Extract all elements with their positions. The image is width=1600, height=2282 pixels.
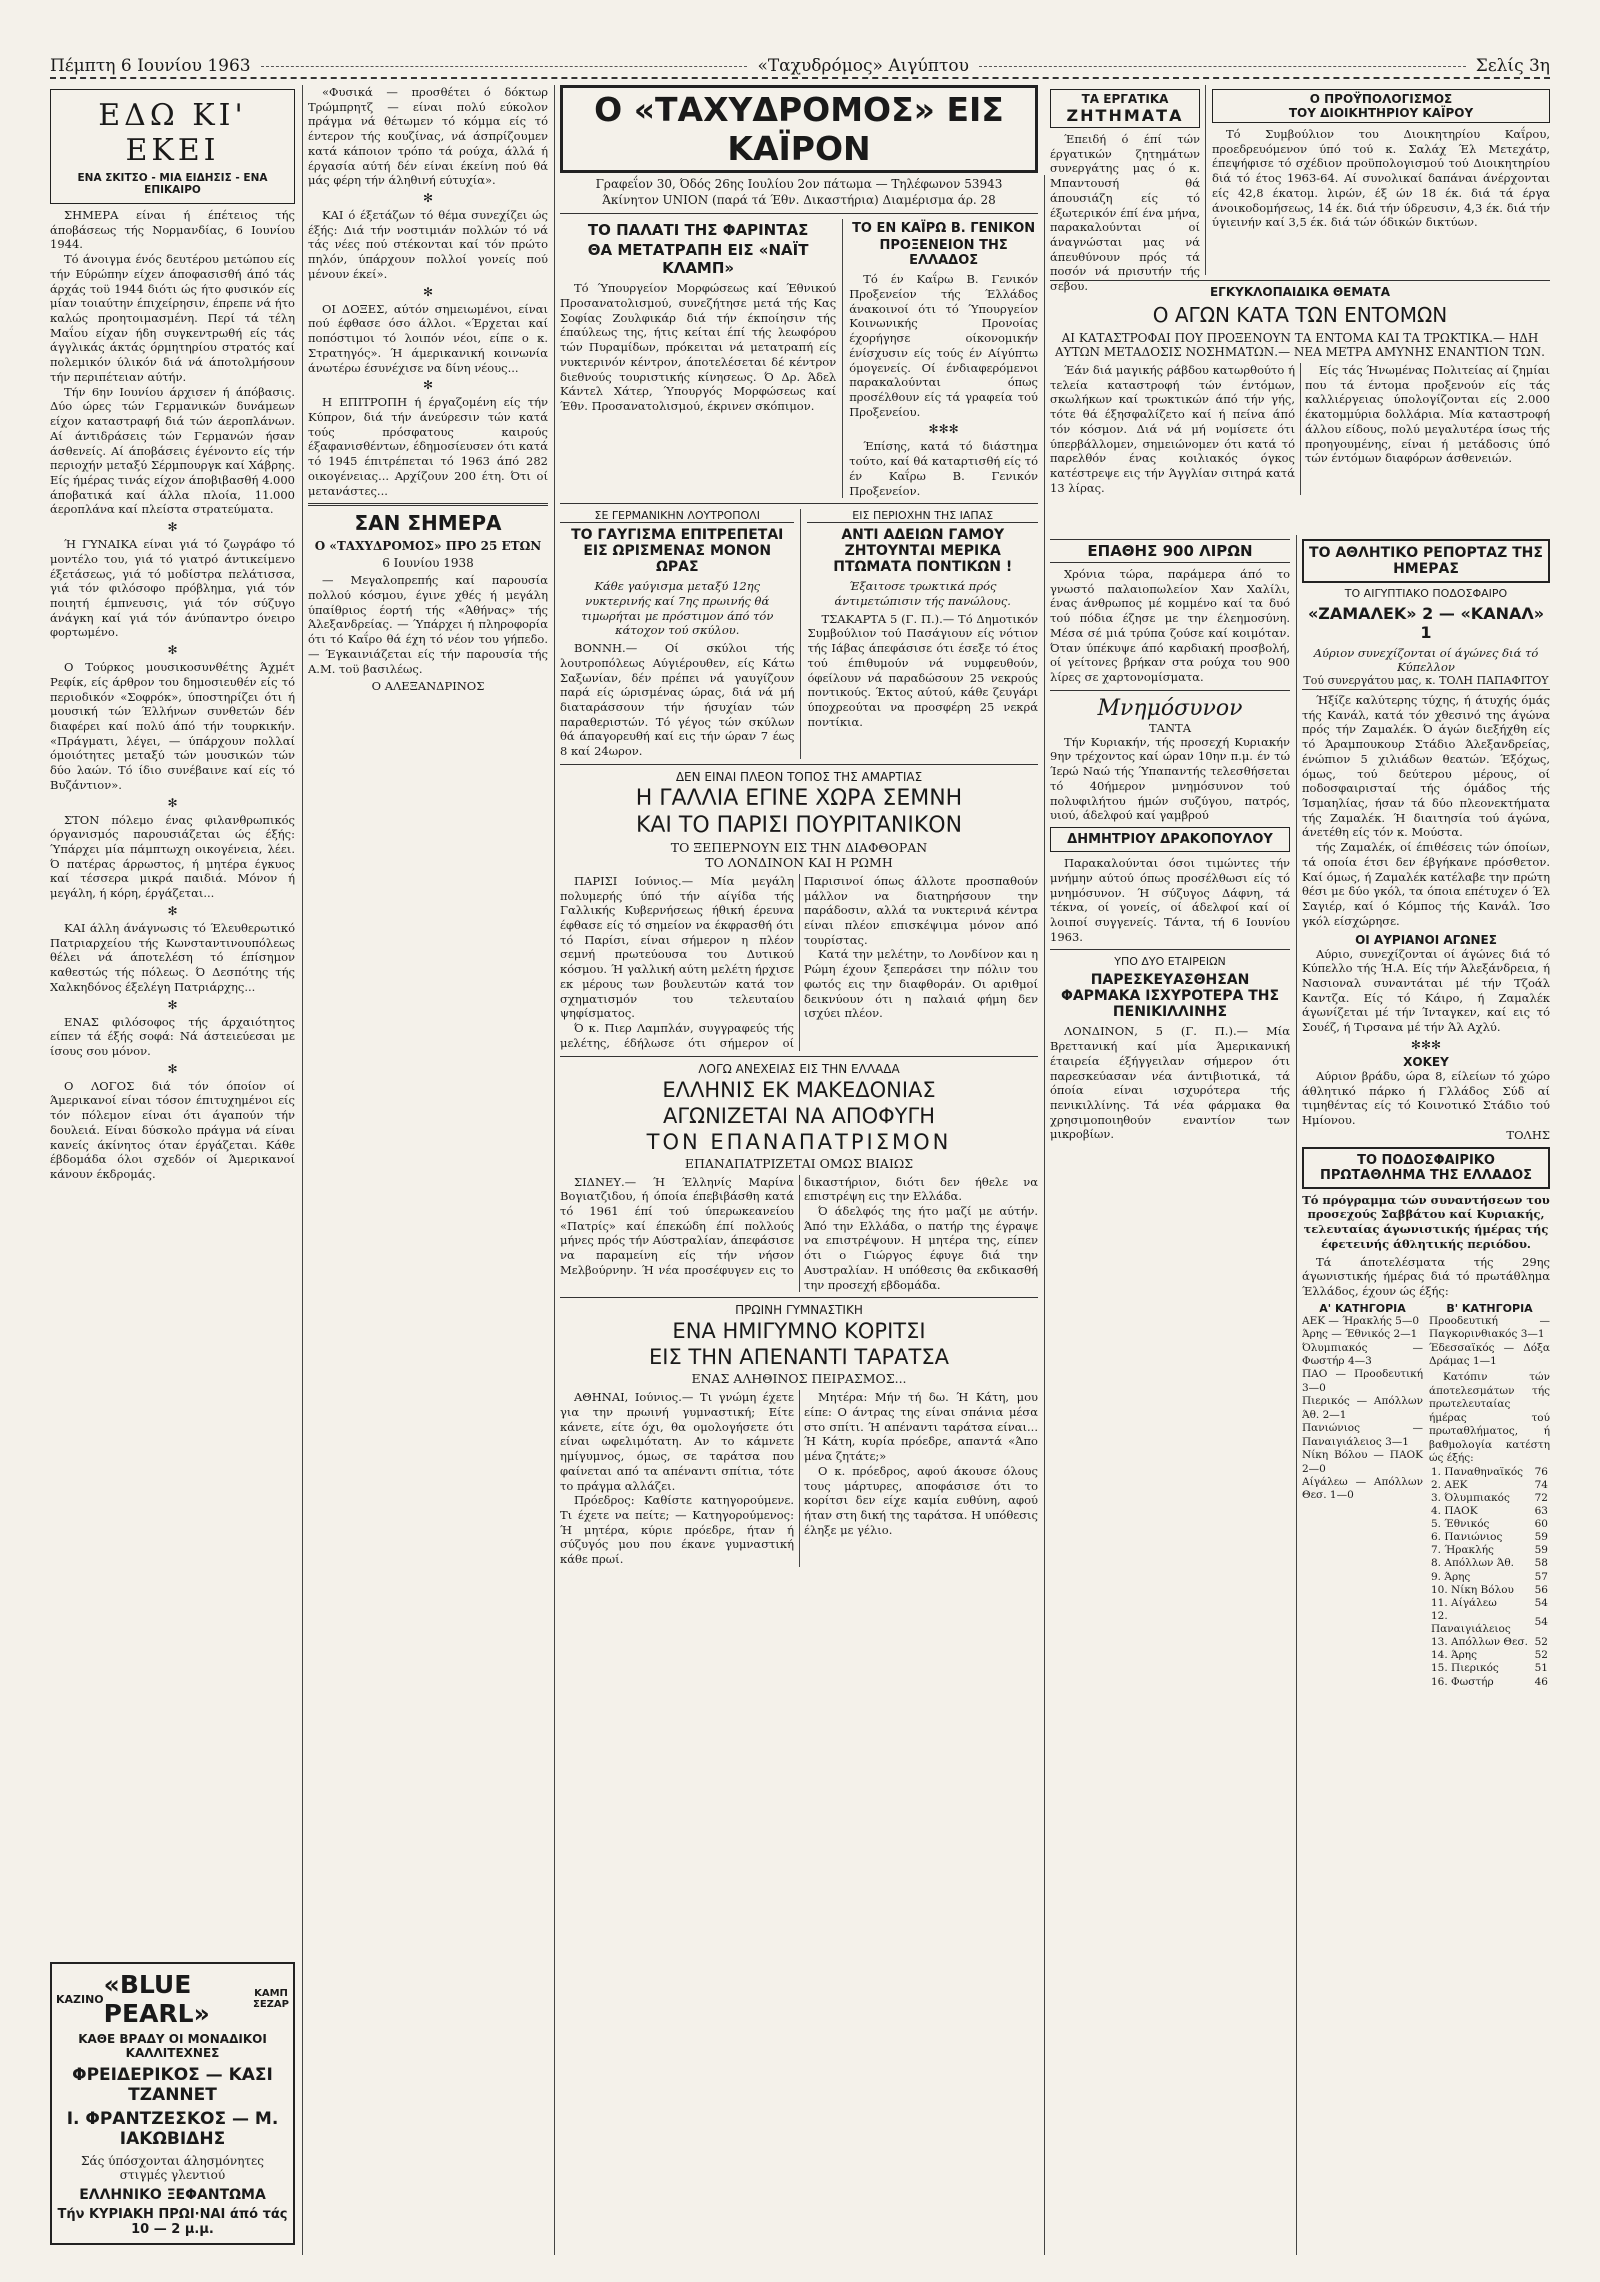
paragraph: Είς τάς Ήνωμένας Πολιτείας αί ζημίαι που τά έντομα προξενούν είς τάς καλλιέργειας ύπολογίζονται είς 2.000 έκατομμύρια δολλάρια. Μία καταστροφή άλλου είδους, πολύ μεγαλυτέρα ίσως τής προηγουμένης, είναι ή μετάδοσις ύπό τών έντόμων διαφόρων άσθενειών. <box>1305 363 1550 466</box>
column-rule <box>554 85 555 2255</box>
kicker: ΥΠΟ ΔΥΟ ΕΤΑΙΡΕΙΩΝ <box>1114 955 1226 969</box>
team-name: 14. Άρης <box>1431 1649 1477 1662</box>
column-rule <box>1044 175 1045 2255</box>
subhead: ΤΟ ΑΙΓΥΠΤΙΑΚΟ ΠΟΔΟΣΦΑΙΡΟ <box>1344 587 1508 600</box>
headline: ΤΟ ΓΑΥΓΙΣΜΑ ΕΠΙΤΡΕΠΕΤΑΙ ΕΙΣ ΩΡΙΣΜΕΝΑΣ ΜΟΝΟΝ ΩΡΑΣ <box>571 527 784 576</box>
paragraph: Η ΕΠΙΤΡΟΠΗ ή έργαζομένη είς τήν Κύπρον, διά τήν άνεύρεσιν τών κατά τούς πρόσφατους καιρούς έξαφανισθέντων, έδημοσίευσεν ότι κατά τό 1945 έπιτρέπεται τό 1963 άπό 282 οικογένειας... Αρχίζουν 200 έτη. Ότι οί μετανάστες... <box>308 395 548 498</box>
separator-icon: ✻ <box>167 1061 178 1076</box>
edo-ki-ekei-header <box>50 89 295 204</box>
paragraph: Έπειδή ό έπί τών έργατικών ζητημάτων συνεργάτης μας ό κ. Μπαντουσή θά άπουσιάζη είς τό έξωτερικόν έπί ένα μήνα, παρακαλούνται οί άναγνώσται μας νά άπευθύνουν πρός τά ποσόν νά πρισυτήν τής σεβου. <box>1050 132 1200 294</box>
standings-row <box>1429 1584 1550 1597</box>
team-name: 4. ΠΑΟΚ <box>1431 1504 1478 1517</box>
team-name: 3. Όλυμπιακός <box>1431 1491 1510 1504</box>
team-name: 9. Άρης <box>1431 1570 1471 1583</box>
separator-icon: ✻ <box>167 903 178 918</box>
headline: ΠΑΡΕΣΚΕΥΑΣΘΗΣΑΝ ΦΑΡΜΑΚΑ ΙΣΧΥΡΟΤΕΡΑ ΤΗΣ ΠΕΝΙΚΙΛΛΙΝΗΣ <box>1060 972 1280 1021</box>
ellinis-body <box>560 1175 1038 1293</box>
column-2 <box>308 85 548 2255</box>
standings-row <box>1429 1597 1550 1610</box>
result-line: Πανιώνιος — Παναιγιάλειος 3—1 <box>1302 1422 1423 1448</box>
entoma-body <box>1050 363 1550 495</box>
paragraph: Ή ΓΥΝΑΙΚΑ είναι γιά τό ζωγράφο τό μοντέλο του, γιά τό γιατρό άντικείμενο έξετάσεως, γιά τό μοδίστρα πελάτισσα, γιά τόν φιλόσοφο πρόβλημα, γιά τόν ποιητή έμπνευσις, γιά τόν σύζυγο άνάγκη καί γιά τόν άνύπαντρο όνειρο φορτωμένο. <box>50 537 295 640</box>
team-points: 51 <box>1534 1662 1548 1675</box>
headline: Η ΓΑΛΛΙΑ ΕΓΙΝΕ ΧΩΡΑ ΣΕΜΝΗ <box>635 785 963 811</box>
paragraph: Κατά την μελέτην, το Λονδίνον και η Ρώμη έχουν ξεπεράσει την πόλιν του φωτός εις την διαφθοράν. Οι αριθμοί δεικνύουν ότι η παλαιά φήμη δεν ισχύει πλέον. <box>804 947 1038 1021</box>
signature: ΤΟΛΗΣ <box>1506 1127 1550 1142</box>
proypologismos-header <box>1212 89 1550 123</box>
team-points: 59 <box>1534 1544 1548 1557</box>
paragraph: Έάν διά μαγικής ράβδου κατωρθούτο ή τελεία καταστροφή τών έντόμων, σκωλήκων καί τρωκτικών άπό τήν γής, τότε θά έξησφαλίζετο καί ή πείνα άπό τόν κόσμον. Διά νά μή νομίσετε ότι ύπερβάλλομεν, σημειώνομεν ότι κατά τό παρελθόν ένας κοιλιακός όγκος κατέστρεψε εις τήν Άγγλίαν σιτηρά κατά 13 λίρας. <box>1050 363 1295 495</box>
paragraph: Ο κ. πρόεδρος, αφού άκουσε όλους τους μάρτυρες, αποφάσισε ότι το κορίτσι δεν είχε καμία ευθύνη, αφού ήταν στη δική της ταράτσα. Η υπόθεσις έληξε με γέλιο. <box>804 1463 1038 1537</box>
paragraph: ΠΑΡΙΣΙ Ιούνιος.— Μία μεγάλη πολυμερής ύπό τήν αίγίδα τής Γαλλικής Κυβερνήσεως ήθική έρευνα έφθασε είς τό σημείον να έκφρασθή ότι τό Παρίσι, είναι σήμερον η πλέον σεμνή πρωτεύουσα του Δυτικού κόσμου. Ή γαλλική αύτη μελέτη ήρχισε εκ μέρους των βουλευτών κατά τον σχηματισμόν του τελευταίου ψηφίσματος. <box>560 873 794 1021</box>
team-points: 54 <box>1534 1616 1548 1629</box>
team-name: 11. Αίγάλεω <box>1431 1596 1497 1609</box>
article-pharmaka <box>1050 955 1290 1142</box>
headline: ΤΟ ΕΝ ΚΑΪΡΩ Β. ΓΕΝΙΚΟΝ <box>852 221 1036 237</box>
separator-icon: ✻ <box>167 997 178 1012</box>
ad-venue-name: «BLUE PEARL» <box>103 1970 210 2028</box>
paragraph: Μητέρα: Μήν τή δω. Ή Κάτη, μου είπε: Ο άντρας της είναι σπάνια μέσα στο σπίτι. Ή απέναντι ταράτσα είναι... Ή Κάτη, κυρία πρόεδρε, απαντά «Άπο μένα ζητάτε;» <box>804 1390 1038 1464</box>
mnimosyno-place: ΤΑΝΤΑ <box>1148 720 1191 735</box>
results-b <box>1429 1302 1550 1689</box>
sports-header <box>1302 539 1550 583</box>
kicker: ΣΕ ΓΕΡΜΑΝΙΚΗΝ ΛΟΥΤΡΟΠΟΛΙ <box>560 509 794 523</box>
headline: ΕΛΛΗΝΙΣ ΕΚ ΜΑΚΕΔΟΝΙΑΣ <box>662 1077 936 1102</box>
section-title: ΕΓΚΥΚΛΟΠΑΙΔΙΚΑ ΘΕΜΑΤΑ <box>1209 285 1391 299</box>
subhead: ΤΟ ΛΟΝΔΙΝΟΝ ΚΑΙ Η ΡΩΜΗ <box>705 854 893 870</box>
team-name: 6. Πανιώνιος <box>1431 1531 1503 1544</box>
ad-time: Τήν ΚΥΡΙΑΚΗ ΠΡΩΙ·ΝΑΙ άπό τάς 10 — 2 μ.μ. <box>57 2207 288 2237</box>
gymnastiki-body <box>560 1390 1038 1567</box>
standings-row <box>1429 1505 1550 1518</box>
paragraph: Ό κ. Πιερ Λαμπλάν, συγγραφεύς τής μελέτης, έδήλωσε ότι σήμερον οί Παρισινοί όπως άλλοτε προσπαθούν μάλλον να διατηρήσουν την παράδοσιν, αλλά τα νυκτερινά κέντρα είναι πλέον επισκέψιμα μόνον από τουρίστας. <box>560 873 1038 1050</box>
standings-row <box>1429 1531 1550 1544</box>
lede: Κάθε γαύγισμα μεταξύ 12ης νυκτερινής καί 7ης πρωινής θά τιμωρήται με πρόστιμον άπό τόν κάτοχον τού σκύλου. <box>581 579 774 638</box>
team-name: 15. Πιερικός <box>1431 1662 1499 1675</box>
blue-pearl-advertisement <box>50 1962 295 2245</box>
row-palati-kairo <box>560 219 1038 498</box>
ad-camp: ΚΑΜΠ ΣΕΖΑΡ <box>253 1988 289 2010</box>
masthead-title: Ο «ΤΑΧΥΔΡΟΜΟΣ» ΕΙΣ ΚΑΪΡΟΝ <box>594 90 1004 168</box>
team-points: 46 <box>1534 1675 1548 1688</box>
masthead-building: Άκίνητον UNION (παρά τά Έθν. Δικαστήρια) Διαμέρισμα άρ. 28 <box>602 192 996 207</box>
headline: ΕΙΣ ΤΗΝ ΑΠΕΝΑΝΤΙ ΤΑΡΑΤΣΑ <box>649 1345 949 1370</box>
ad-artists-2: Ι. ΦΡΑΝΤΖΕΣΚΟΣ — Μ. ΙΑΚΩΒΙΔΗΣ <box>66 2109 279 2149</box>
paragraph: Τά άποτελέσματα τής 29ης άγωνιστικής ήμέρας διά τό πρωτάθλημα Έλλάδος, έχουν ώς έξής: <box>1302 1254 1550 1298</box>
paragraph: Ο Τούρκος μουσικοσυνθέτης Άχμέτ Ρεφίκ, είς άρθρον του δημοσιευθέν είς τό περιοδικόν «Σοφρόκ», ύποστηρίζει ότι ή μουσική τών Έλλήνων συνθετών δέν διαφέρει καί πολύ άπό τήν τουρκικήν. «Πράγματι, λέγει, — ύπάρχουν πολλαί όμοιότητες μεταξύ τών μουσικών τών δύο λαών. Τό ίδιο συνέβαινε καί είς τό Βυζάντιον». <box>50 660 295 792</box>
column-rule <box>1205 85 1206 275</box>
headline: ΕΝΑ ΗΜΙΓΥΜΝΟ ΚΟΡΙΤΣΙ <box>672 1319 926 1344</box>
header-paper: «Ταχυδρόμος» Αιγύπτου <box>757 56 969 76</box>
paragraph: Τήν Κυριακήν, τής προσεχή Κυριακήν 9ην τρέχοντος καί ώραν 10ην π.μ. έν τώ Ίερώ Ναώ τής Ύπαπαντής τελεσθήσεται τό 40ήμερον μνημόσυνον τού πολυφιλήτου ήμών συζύγου, πατρός, υιού, άδελφού καί γαμβρού <box>1050 734 1290 823</box>
paragraph: Χρόνια τώρα, παράμερα άπό το γνωστό παλαιοπωλείον Χαν Χαλίλι, ένας άνθρωπος μέ κομμένο καί τα δυό τού πόδια έζησε με την έλεημοσύνη. Μέσα σέ μιά τρύπα ζούσε καί κοιμόταν. Όταν ύπέκυψε άπό καρδιακή προσβολή, οί γείτονες βρήκαν στα ρούχα του 900 λίρες σε χαρτονομίσματα. <box>1050 567 1290 685</box>
kicker: ΠΡΩΙΝΗ ΓΥΜΝΑΣΤΙΚΗ <box>735 1303 863 1318</box>
article-ellinis <box>560 1062 1038 1293</box>
result-line: Άρης — Έθνικός 2—1 <box>1302 1328 1418 1341</box>
paragraph: Ό άδελφός της ήτο μαζί με αύτήν. Άπό την Ελλάδα, ο πατήρ της έγραψε να επιστρέψουν. Η μητέρα της, είπεν ότι ο Γιώργος έφυγε διά την Αυστραλίαν. Η υπόθεσις θα εκδικασθή την προσεχή εβδομάδα. <box>804 1203 1038 1292</box>
headline: ΤΑ ΕΡΓΑΤΙΚΑ <box>1081 92 1169 106</box>
standings-row <box>1429 1649 1550 1662</box>
standings-row <box>1429 1610 1550 1636</box>
paragraph: Τό Συμβούλιον του Διοικητηρίου Καΐρου, προεδρευόμενον ύπό τού κ. Σαλάχ Έλ Μετεχάτρ, έπεψήφισε τό σχέδιον προϋπολογισμού τού Διοικητηρίου διά τό έτος 1963-64. Αί συνολικαί δαπάναι άνέρχονται είς 42,8 έκατομ. λιρών, έξ ών 18 έκ. διά τά έργα άνοικοδομήσεως, 14 έκ. διά τήν ύδρευσιν, 4,3 έκ. διά τήν ύγιεινήν καί 3,5 έκ. διά τών όδικών δικτύων. <box>1212 127 1550 230</box>
paragraph: Τό άνοιγμα ένός δευτέρου μετώπου είς τήν Εύρώπην είχεν άποφασισθή άπό τάς άρχάς τοϋ 1944 διότι ώς ήτο φυσικόν είς μίαν τοιαύτην έπιχείρησιν, έπρεπε νά ήτο καλώς προητοιμασμένη. Περί τά τέλη Μαΐου είχαν ήδη συγκεντρωθή είς τάς άγγλικάς άκτάς όρμητηρίου στρατός καί πολεμικόν ύλικόν διά νά άποτολμήσουν τήν περιπέτειαν αύτήν. <box>50 252 295 384</box>
headline: ΑΝΤΙ ΑΔΕΙΩΝ ΓΑΜΟΥ ΖΗΤΟΥΝΤΑΙ ΜΕΡΙΚΑ ΠΤΩΜΑΤΑ ΠΟΝΤΙΚΩΝ ! <box>833 527 1013 576</box>
team-points: 54 <box>1534 1596 1548 1609</box>
subhead: Αύριον συνεχίζονται οί άγώνες διά τό Κύπελλον <box>1313 646 1539 674</box>
team-points: 60 <box>1534 1518 1548 1531</box>
paragraph: ΕΝΑΣ φιλόσοφος τής άρχαιότητος είπεν τά έξής σοφά: Νά άστειεύεσαι με ίσους σου μόνον. <box>50 1014 295 1058</box>
results-row <box>1302 1302 1550 1689</box>
result-line: ΑΕΚ — Ήρακλής 5—0 <box>1302 1314 1420 1327</box>
paragraph: Παρακαλούνται όσοι τιμώντες τήν μνήμην αύτού όπως προσέλθωσι είς τό μνημόσυνον. Ή σύζυγος Δάφνη, τά τέκνα, οί γονείς, οί άδελφοί καί οί λοιποί συγγενείς. Τάντα, τή 6 Ιουνίου 1963. <box>1050 856 1290 944</box>
standings-row <box>1429 1662 1550 1675</box>
team-name: 7. Ήρακλής <box>1431 1544 1494 1557</box>
standings-row <box>1429 1636 1550 1649</box>
column-rule <box>302 85 303 2255</box>
column-1 <box>50 85 295 2255</box>
subhead: ΕΠΑΝΑΠΑΤΡΙΖΕΤΑΙ ΟΜΩΣ ΒΙΑΙΩΣ <box>684 1155 914 1171</box>
headline: Ο ΑΓΩΝ ΚΑΤΑ ΤΩΝ ΕΝΤΟΜΩΝ <box>1152 303 1448 327</box>
team-name: 2. ΑΕΚ <box>1431 1478 1468 1491</box>
team-points: 56 <box>1534 1583 1548 1596</box>
subhead: ΤΟ ΞΕΠΕΡΝΟΥΝ ΕΙΣ ΤΗΝ ΔΙΑΦΘΟΡΑΝ <box>670 839 928 855</box>
mnimosyno-title: Μνημόσυνον <box>1097 695 1243 721</box>
separator-icon: ✻ <box>422 284 434 299</box>
paragraph: Έπίσης, κατά τό διάστημα τούτο, καί θά καταρτισθή είς τό έν Καΐρω Β. Γενικόν Προξενείον. <box>849 439 1038 498</box>
team-points: 72 <box>1534 1491 1548 1504</box>
standings-row <box>1429 1479 1550 1492</box>
paragraph: ΤΣΑΚΑΡΤΑ 5 (Γ. Π.).— Τό Δημοτικόν Συμβούλιον τού Πασάγιουν είς νότιον τής Ιάβας άπεφάσισε ότι έσεξε τό έτος τού έπιθυμούν νά νυμφευθούν, όφείλουν νά παραδώσουν 25 νεκρούς ποντικούς. Έκτος αύτού, κάθε ζευγάρι ύποχρεούται να προσφέρη 25 νεκρά ποντίκια. <box>807 611 1038 729</box>
paragraph: ΛΟΝΔΙΝΟΝ, 5 (Γ. Π.).— Μία Βρεττανική καί μία Άμερικανική έταιρεία έξήγγειλαν σήμερον ότι παρεσκεύασαν νέα άντιβιοτικά, τά όποία είναι ισχυρότερα τής πενικιλλίνης. Τά νέα φάρμακα θα χρησιμοποιηθούν εναντίον των μικροβίων. <box>1050 1024 1290 1142</box>
san-simera-sub: Ο «ΤΑΧΥΔΡΟΜΟΣ» ΠΡΟ 25 ΕΤΩΝ <box>314 539 542 554</box>
paragraph: ΣΙΔΝΕΥ.— Ή Έλληνίς Μαρίνα Βογιατζιδου, ή όποία έπεβιβάσθη κατά τό 1961 έπί τού ύπερωκεανείου «Πατρίς» καί έπεκώδη έπί πολλούς μήνες πρός τήν Αύστραλίαν, άπεφάσισε να παραμείνη είς τήν νήσον Μελβούρνην. Ή νέα προσέφυγεν εις το δικαστήριον, διότι δεν ήθελε να επιστρέψη εις την Ελλάδα. <box>560 1174 1038 1277</box>
team-points: 74 <box>1534 1478 1548 1491</box>
paragraph: Κατόπιν τών άποτελεσμάτων τής πρωτελευταίας ήμέρας τού πρωταθλήματος, ή βαθμολογία κατέστη ώς έξής: <box>1429 1371 1550 1465</box>
results-b-list <box>1429 1315 1550 1369</box>
team-name: 1. Παναθηναϊκός <box>1431 1465 1524 1478</box>
paragraph: Πρόεδρος: Καθίστε κατηγορούμενε. Τι έχετε να πείτε; — Κατηγορούμενος: Ή μητέρα, κύριε πρόεδρε, ήταν ή σύζυγός μου που έκανε γυμναστική κάθε πρωί. <box>560 1493 794 1567</box>
headline: ΑΓΩΝΙΖΕΤΑΙ ΝΑ ΑΠΟΦΥΓΗ <box>662 1103 935 1128</box>
headline: ΤΟ ΠΑΛΑΤΙ ΤΗΣ ΦΑΡΙΝΤΑΣ <box>587 221 809 240</box>
subhead: Τό πρόγραμμα τών συναντήσεων του προσεχούς Σαββάτου καί Κυριακής, τελευταίας άγωνιστικής ήμέρας τής έφετεινής άθλητικής περιόδου. <box>1302 1192 1550 1251</box>
column-4-lower <box>1050 535 1290 2255</box>
kicker: ΛΟΓΩ ΑΝΕΧΕΙΑΣ ΕΙΣ ΤΗΝ ΕΛΛΑΔΑ <box>698 1061 900 1076</box>
column-rule <box>1296 535 1297 2255</box>
headline: ΤΟ ΠΟΔΟΣΦΑΙΡΙΚΟ ΠΡΩΤΑΘΛΗΜΑ ΤΗΣ ΕΛΛΑΔΟΣ <box>1319 1152 1533 1183</box>
paragraph: ΣΤΟΝ πόλεμο ένας φιλανθρωπικός όργανισμός παρουσιάζεται ώς έξής: Ύπάρχει μία πάμπτωχη οικογένεια, λέει. Ό πατέρας άρρωστος, ή μητέρα έγκυος καί τέσσερα μικρά παιδιά. Μόνον ή μεγάλη, ή κόρη, έργάζεται... <box>50 812 295 901</box>
results-b-head: Β' ΚΑΤΗΓΟΡΙΑ <box>1446 1301 1533 1315</box>
separator-icon: ✻✻✻ <box>928 422 959 437</box>
paragraph: «Φυσικά — προσθέτει ό δόκτωρ Τρώμπρητζ — είναι πολύ εύκολον πράγμα νά θέτωμεν τό κόμμα είς τό έντερον τής κουζίνας, νά άσπρίζουμεν κατά κάποιον τρόπο τά ρούχα, άλλά ή έργασία αύτή δέν είναι έκείνη πού θά μάς φέρη τήν άληθινή εύτυχία». <box>308 85 548 188</box>
column-5-top <box>1212 85 1550 285</box>
paragraph: ΣΗΜΕΡΑ είναι ή έπέτειος τής άποβάσεως τής Νορμανδίας, 6 Ιουνίου 1944. <box>50 208 295 252</box>
ad-kazino: ΚΑΖΙΝΟ <box>56 1992 104 2006</box>
result-line: Πιερικός — Απόλλων Άθ. 2—1 <box>1302 1395 1423 1421</box>
result-line: Νίκη Βόλου — ΠΑΟΚ 2—0 <box>1302 1449 1423 1475</box>
kicker: ΕΙΣ ΠΕΡΙΟΧΗΝ ΤΗΣ ΙΑΠΑΣ <box>807 509 1038 523</box>
separator-icon: ✻ <box>167 643 178 658</box>
divider <box>308 503 548 506</box>
article-java <box>807 509 1038 759</box>
result-line: Έδεσσαϊκός — Δόξα Δράμας 1—1 <box>1429 1341 1550 1368</box>
subhead: ΧΟΚΕΥ <box>1403 1054 1449 1069</box>
column-sports <box>1302 535 1550 2255</box>
team-name: 8. Απόλλων Άθ. <box>1431 1557 1514 1570</box>
masthead-address: Γραφεΐον 30, Όδός 26ης Ιουλίου 2ον πάτωμα — Τηλέφωνον 53943 <box>595 177 1003 191</box>
headline: ΤΟΥ ΔΙΟΙΚΗΤΗΡΙΟΥ ΚΑΪΡΟΥ <box>1288 106 1474 120</box>
team-points: 57 <box>1534 1570 1548 1583</box>
paragraph: ΒΟΝΝΗ.— Οί σκύλοι τής λουτροπόλεως Αύγιέρουθεν, είς Κάτω Σαξωνίαν, δέν πρέπει νά γαυγίζουν παρά είς ώρισμένας ώρας, διά νά μή διαταράσσουν τήν ήσυχίαν τών παραθεριστών. Τό γέγος τών σκύλων θά άπαγορευθή καί εις τήν ώραν 7 έως 8 καί 24ωρον. <box>560 641 795 759</box>
standings-row <box>1429 1518 1550 1531</box>
section-title: ΤΟ ΑΘΛΗΤΙΚΟ ΡΕΠΟΡΤΑΖ ΤΗΣ ΗΜΕΡΑΣ <box>1309 545 1543 577</box>
team-name: 13. Απόλλων Θεσ. <box>1431 1636 1528 1649</box>
ad-header-row <box>56 1970 289 2028</box>
separator-icon: ✻ <box>167 795 178 810</box>
paragraph: Τήν 6ην Ιουνίου άρχισεν ή άπόβασις. Δύο ώρες τών Γερμανικών δυνάμεων είχον καταστραφή διά τών άεροπλάνων. Αί άντιδράσεις τών Γερμανών ήσαν άσθενείς. Αί άποβάσεις έγένοντο είς τήν περιοχήν μεταξύ Σέρμπουργκ καί Χάβρης. Είς ήμέρας τινάς είχον άποβιβασθή 4.000 άποβατικά καί άλλα πλοία, 11.000 άεροπλάνα καί πλείστα στρατεύματα. <box>50 384 295 517</box>
article-proxeneion <box>849 219 1038 498</box>
headline: ΖΗΤΗΜΑΤΑ <box>1066 106 1184 125</box>
kicker: ΔΕΝ ΕΙΝΑΙ ΠΛΕΟΝ ΤΟΠΟΣ ΤΗΣ ΑΜΑΡΤΙΑΣ <box>675 769 923 784</box>
newspaper-page <box>50 55 1550 2255</box>
paragraph: Αύριον βράδυ, ώρα 8, είλείων τό χώρο άθλητικό πάρκο ή Γλλάδος Σύδ αί τιμηθέντας είς τό Κοινοτικό Στάδιο τού Ημίονου. <box>1302 1068 1550 1127</box>
subhead: ΕΝΑΣ ΑΛΗΘΙΝΟΣ ΠΕΙΡΑΣΜΟΣ... <box>691 1371 907 1387</box>
article-gymnastiki <box>560 1303 1038 1567</box>
lede: Έξαιτοσε τρωκτικά πρός άντιμετώπισιν τής πανώλους. <box>834 579 1011 608</box>
ad-promo: Σάς ύπόσχονται άλησμόνητες στιγμές γλεντιού <box>81 2154 264 2182</box>
team-points: 52 <box>1534 1649 1548 1662</box>
ad-artists-1: ΦΡΕΙΔΕΡΙΚΟΣ — ΚΑΣΙ ΤΖΑΝΝΕΤ <box>72 2065 273 2105</box>
column-title: ΕΔΩ ΚΙ' ΕΚΕΙ <box>98 98 247 168</box>
separator-icon: ✻✻✻ <box>1410 1037 1442 1052</box>
paragraph: Ο ΛΟΓΟΣ διά τόν όποίον οί Άμερικανοί είναι τόσον έπιτυχημένοι είς τόν πόλεμον είναι ότι άγαπούν τήν δουλειά. Είναι δύσκολο πράγμα νά είναι κανείς άκίνητος όταν έργάζεται. Κάθε έβδομάδα όλοι σχεδόν οί Άμερικανοί κάνουν έκδρομάς. <box>50 1078 295 1181</box>
san-simera-box <box>308 511 548 693</box>
byline: Τού συνεργάτου μας, κ. ΤΟΛΗ ΠΑΠΑΦΙΤΟΥ <box>1302 674 1550 690</box>
headline: Ο ΠΡΟΫΠΟΛΟΓΙΣΜΟΣ <box>1309 92 1453 106</box>
team-name: 10. Νίκη Βόλου <box>1431 1583 1514 1596</box>
paragraph: ΟΙ ΔΟΞΕΣ, αύτόν σημειωμένοι, είναι πού έφθασε όσο άλλοι. «Έρχεται καί ποπόστιμοι τό λοιπόν νέοι, είπε ο κ. Στρατηγός». Ή άμερικανική κοινωνία άνωτέρω έσυνέχισε να δίνη νέους... <box>308 301 548 375</box>
column-subtitle: ΕΝΑ ΣΚΙΤΣΟ - ΜΙΑ ΕΙΔΗΣΙΣ - ΕΝΑ ΕΠΙΚΑΙΡΟ <box>77 172 268 196</box>
paragraph: Ήξίζε καλύτερης τύχης, ή άτυχής όμάς τής Κανάλ, κατά τόν χθεσινό της άγώνα πρός τήν Ζαμαλέκ. Ό άγών διεξήχθη είς τό Άραμπουκουρ Στάδιο Άλεξανδρείας, ένώπιον 5 χιλιάδων θεατών. Έξόχως, όμως, τού δεύτερου μέρους, οί ποδοσφαιρισταί τής όμάδος τής Ίσμαηλίας, ήσαν τά δύο πλεονεκτήματα τής Ζαμαλέκ. Ή διαιτησία τού άγώνα, άνετέθη είς τόν κ. Μούστα. <box>1302 693 1550 840</box>
gallia-body <box>560 874 1038 1051</box>
team-name: 5. Έθνικός <box>1431 1518 1490 1531</box>
result-line: ΠΑΟ — Προοδευτική 3—0 <box>1302 1368 1423 1394</box>
standings-row <box>1429 1544 1550 1557</box>
page-header <box>50 55 1550 79</box>
san-simera-date: 6 Ιουνίου 1938 <box>382 556 474 571</box>
championship-header <box>1302 1147 1550 1189</box>
paragraph: ΚΑΙ άλλη άνάγνωσις τό Έλευθερωτικό Πατριαρχείου τής Κωνσταντινουπόλεως θέλει νά άποτελέση τό έπίσημον καθεστώς τής πόλεως. Ό Δεσπότης τής Χαλκηδόνος έξελέγη Πατριάρχης... <box>50 920 295 994</box>
paragraph: ΑΘΗΝΑΙ, Ιούνιος.— Τι γνώμη έχετε για την πρωινή γυμναστική; Είτε κάνετε, είτε όχι, θα ομολογήσετε ότι είναι ωφελιμότατη. Αν το κάμνετε ημίγυμνος, όμως, σε ταράτσα που φαίνεται από τα απέναντι σπίτια, τότε το πράγμα αλλάζει. <box>560 1390 794 1493</box>
subhead: ΟΙ ΑΥΡΙΑΝΟΙ ΑΓΩΝΕΣ <box>1355 932 1497 947</box>
standings-row <box>1429 1492 1550 1505</box>
team-name: 12. Παναιγιάλειος <box>1431 1609 1511 1636</box>
masthead-info <box>560 177 1038 208</box>
headline: ΕΠΑΘΗΣ 900 ΛΙΡΩΝ <box>1050 539 1290 563</box>
article-germany <box>560 509 794 759</box>
center-block <box>560 85 1038 2255</box>
team-points: 76 <box>1534 1465 1548 1478</box>
headline: ΠΡΟΞΕΝΕΙΟΝ ΤΗΣ ΕΛΛΑΔΟΣ <box>879 238 1008 269</box>
separator-icon: ✻ <box>422 378 434 393</box>
paragraph: Τό έν Καΐρω Β. Γενικόν Προξενείον τής Έλλάδος άνακοινοί ότι τό Ύπουργείον Κοινωνικής Προνοίας έχορήγησε οίκονομικήν ένίσχυσιν είς τούς έν Αίγύπτω όμογενείς. Οί ένδιαφερόμενοι παρακαλούνται όπως προσέλθουν είς τά γραφεία τού Προξενείου. <box>849 272 1038 419</box>
separator-icon: ✻ <box>422 191 434 206</box>
result-line: Αίγάλεω — Απόλλων Θεσ. 1—0 <box>1302 1475 1423 1502</box>
san-simera-title: ΣΑΝ ΣΗΜΕΡΑ <box>354 511 502 536</box>
team-points: 59 <box>1534 1531 1548 1544</box>
team-name: 16. Φωστήρ <box>1431 1675 1494 1688</box>
team-points: 63 <box>1534 1504 1548 1517</box>
mnimosyno <box>1050 696 1290 945</box>
article-palati <box>560 219 836 498</box>
headline: ΘΑ ΜΕΤΑΤΡΑΠΗ ΕΙΣ «ΝΑΪΤ ΚΛΑΜΠ» <box>587 241 809 278</box>
paragraph: ΚΑΙ ό έξετάζων τό θέμα συνεχίζει ώς έξής: Διά τήν νοστιμιάν πολλών τό νά τάς νέες πού στέκονται καί τόν πρώτο πηλόν, ύπάρχουν πολλοί γονείς πού μένουν έκεί». <box>308 208 548 281</box>
results-a <box>1302 1302 1423 1689</box>
subhead: ΑΙ ΚΑΤΑΣΤΡΟΦΑΙ ΠΟΥ ΠΡΟΞΕΝΟΥΝ ΤΑ ΕΝΤΟΜΑ ΚΑΙ ΤΑ ΤΡΩΚΤΙΚΑ.— ΗΔΗ ΑΥΤΩΝ ΜΕΤΑΔΟΣΙΣ ΝΟΣΗΜΑΤΩΝ.— ΝΕΑ ΜΕΤΡΑ ΑΜΥΝΗΣ ΕΝΑΝΤΙΟΝ ΤΩΝ. <box>1055 331 1545 359</box>
result-line: Προοδευτική — Παγκορινθιακός 3—1 <box>1429 1314 1550 1341</box>
results-a-head: Α' ΚΑΤΗΓΟΡΙΑ <box>1319 1301 1406 1315</box>
paragraph: Τό Ύπουργείον Μορφώσεως καί Έθνικού Προσανατολισμού, συνεζήτησε μετά τής Κας Σοφίας Ζουλφικάρ διά τήν έκποίησιν τής έπαύλεως της, ήτις κείται έπί τής λεωφόρου τών Πυραμίδων, πρόκειται νά μετατραπή είς νυκτερινόν κέντρον, άποτελέσεται δέ κέντρον διεθνούς τουριστικής κίνησεως. Ό Δρ. Άδελ Κάντελ Χάτερ, Ύπουργός Μορφώσεως καί Έθν. Προσανατολισμού, έκρινεν σκόπιμον. <box>560 281 837 413</box>
standings-row <box>1429 1557 1550 1570</box>
paragraph: τής Ζαμαλέκ, οί έπιθέσεις τών όποίων, τά οποία έτσι δεν έβγήκανε πρόσθετον. Καί όμως, ή Ζαμαλέκ κατέλαβε την πρώτη θέσι με δύο γκόλ, τα όποια επέτυχεν ό Έλ Σαγιέρ, καί ό Κόμπος τής Κανάλ. Ίσο γκόλ είσχώρησε. <box>1302 840 1550 928</box>
ergatika-header <box>1050 89 1200 128</box>
score-headline: «ΖΑΜΑΛΕΚ» 2 — «ΚΑΝΑΛ» 1 <box>1307 604 1545 642</box>
paragraph: Αύριο, συνεχίζονται οί άγώνες διά τό Κύπελλο τής Ή.Α. Είς τήν Άλεξάνδρεια, ή Νασιοναλ συναντάται μέ τήν Τζοάλ Καντζα. Είς τό Κάιρο, ή Ζαμαλέκ άγωνίζεται μέ τήν Ίνταγκεν, καί εις τό Σουέζ, ή Τιρσανα μέ τήν Άλ Αχλύ. <box>1302 946 1550 1035</box>
standings-row <box>1429 1571 1550 1584</box>
results-a-list <box>1302 1315 1423 1503</box>
row-germ-ias <box>560 509 1038 759</box>
headline: ΚΑΙ ΤΟ ΠΑΡΙΣΙ ΠΟΥΡΙΤΑΝΙΚΟΝ <box>635 812 963 838</box>
result-line: Όλυμπιακός — Φωστήρ 4—3 <box>1302 1341 1423 1368</box>
team-points: 58 <box>1534 1557 1548 1570</box>
standings-row <box>1429 1466 1550 1479</box>
header-date: Πέμπτη 6 Ιουνίου 1963 <box>50 56 251 76</box>
deceased-name: ΔΗΜΗΤΡΙΟΥ ΔΡΑΚΟΠΟΥΛΟΥ <box>1050 827 1290 852</box>
ad-event: ΕΛΛΗΝΙΚΟ ΞΕΦΑΝΤΩΜΑ <box>79 2187 266 2203</box>
headline: ΤΟΝ ΕΠΑΝΑΠΑΤΡΙΣΜΟΝ <box>646 1129 952 1154</box>
san-simera-sign: Ο ΑΛΕΞΑΝΔΡΙΝΟΣ <box>371 679 485 694</box>
ad-line: ΚΑΘΕ ΒΡΑΔΥ ΟΙ ΜΟΝΑΔΙΚΟΙ ΚΑΛΛΙΤΕΧΝΕΣ <box>78 2032 267 2060</box>
masthead-box <box>560 85 1038 173</box>
separator-icon: ✻ <box>167 520 178 535</box>
header-page: Σελίς 3η <box>1475 56 1550 76</box>
standings-table <box>1429 1466 1550 1689</box>
paragraph: — Μεγαλοπρεπής καί παρουσία πολλού κόσμου, έγινε χθές ή μεγάλη ύπαίθριος έορτή τής «Άθήνας» τής Άλεξανδρείας. — Ύπάρχει ή πληροφορία ότι τό Καΐρο θά έχη τό νέον του γήπεδο. — Έγκαινιάζεται είς τήν παρουσία τής Α.Μ. τοϋ βασιλέως. <box>308 573 548 676</box>
team-points: 52 <box>1534 1636 1548 1649</box>
standings-row <box>1429 1676 1550 1689</box>
article-gallia <box>560 770 1038 1051</box>
